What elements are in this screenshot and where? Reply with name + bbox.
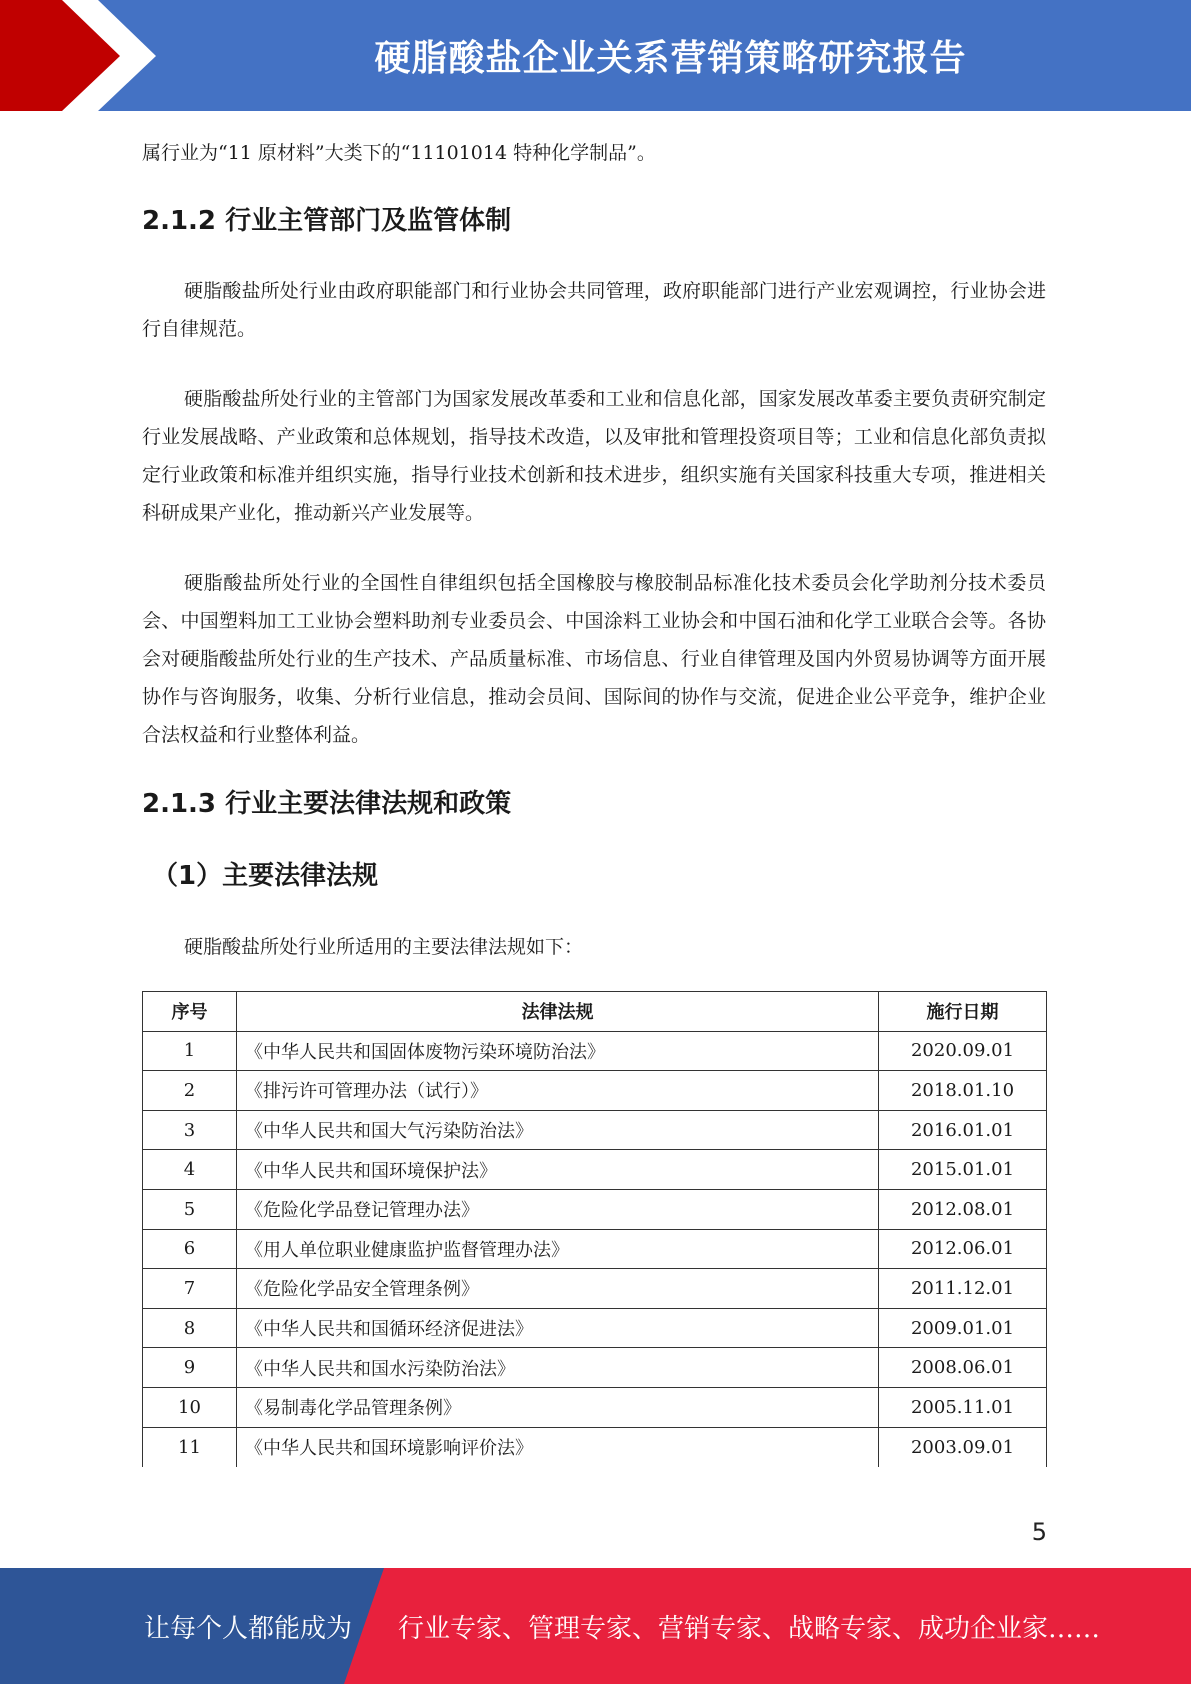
row-number: 4 [143, 1150, 237, 1190]
column-header-date: 施行日期 [879, 992, 1047, 1032]
row-law: 《中华人民共和国大气污染防治法》 [237, 1110, 879, 1150]
row-law: 《排污许可管理办法（试行）》 [237, 1071, 879, 1111]
row-law: 《危险化学品安全管理条例》 [237, 1269, 879, 1309]
table-row [143, 1308, 1047, 1348]
subsection-heading-laws: （1）主要法律法规 [152, 861, 379, 891]
row-date: 2009.01.01 [879, 1308, 1047, 1348]
row-law: 《用人单位职业健康监护监督管理办法》 [237, 1229, 879, 1269]
row-date: 2018.01.10 [879, 1071, 1047, 1111]
row-date: 2012.06.01 [879, 1229, 1047, 1269]
table-lead-text: 硬脂酸盐所处行业所适用的主要法律法规如下： [184, 936, 584, 958]
row-date: 2015.01.01 [879, 1150, 1047, 1190]
row-number: 6 [143, 1229, 237, 1269]
row-law: 《中华人民共和国固体废物污染环境防治法》 [237, 1031, 879, 1071]
row-law: 《中华人民共和国环境影响评价法》 [237, 1427, 879, 1467]
row-date: 2012.08.01 [879, 1189, 1047, 1229]
row-law: 《危险化学品登记管理办法》 [237, 1189, 879, 1229]
section-heading-2-1-2: 2.1.2 行业主管部门及监管体制 [142, 206, 512, 236]
row-law: 《中华人民共和国循环经济促进法》 [237, 1308, 879, 1348]
paragraph-authorities: 硬脂酸盐所处行业的主管部门为国家发展改革委和工业和信息化部，国家发展改革委主要负责研究制定行业发展战略、产业政策和总体规划，指导技术改造，以及审批和管理投资项目等；工业和信息化部负责拟定行业政策和标准并组织实施，指导行业技术创新和技术进步，组织实施有关国家科技重大专项，推进相关科研成果产业化，推动新兴产业发展等。 [142, 388, 1046, 524]
column-header-law: 法律法规 [237, 992, 879, 1032]
row-number: 10 [143, 1387, 237, 1427]
table-row [143, 1269, 1047, 1309]
row-number: 7 [143, 1269, 237, 1309]
section-heading-2-1-3: 2.1.3 行业主要法律法规和政策 [142, 789, 512, 819]
row-number: 11 [143, 1427, 237, 1467]
row-number: 3 [143, 1110, 237, 1150]
paragraph-management: 硬脂酸盐所处行业由政府职能部门和行业协会共同管理，政府职能部门进行产业宏观调控，行业协会进行自律规范。 [142, 280, 1046, 340]
row-date: 2016.01.01 [879, 1110, 1047, 1150]
page-footer [0, 1568, 1191, 1684]
table-row [143, 1071, 1047, 1111]
intro-line: 属行业为“11 原材料”大类下的“11101014 特种化学制品”。 [142, 142, 656, 164]
row-number: 5 [143, 1189, 237, 1229]
page-header [0, 0, 1191, 111]
table-row [143, 1427, 1047, 1467]
paragraph-associations: 硬脂酸盐所处行业的全国性自律组织包括全国橡胶与橡胶制品标准化技术委员会化学助剂分技术委员会、中国塑料加工工业协会塑料助剂专业委员会、中国涂料工业协会和中国石油和化学工业联合会等。各协会对硬脂酸盐所处行业的生产技术、产品质量标准、市场信息、行业自律管理及国内外贸易协调等方面开展协作与咨询服务，收集、分析行业信息，推动会员间、国际间的协作与交流，促进企业公平竞争，维护企业合法权益和行业整体利益。 [142, 572, 1046, 746]
table-row [143, 1031, 1047, 1071]
row-law: 《中华人民共和国环境保护法》 [237, 1150, 879, 1190]
row-law: 《易制毒化学品管理条例》 [237, 1387, 879, 1427]
table-row [143, 1387, 1047, 1427]
table-header-row [143, 992, 1047, 1032]
row-date: 2008.06.01 [879, 1348, 1047, 1388]
row-date: 2003.09.01 [879, 1427, 1047, 1467]
table-row [143, 1150, 1047, 1190]
footer-slogan-right: 行业专家、管理专家、营销专家、战略专家、成功企业家…… [398, 1613, 1101, 1644]
table-row [143, 1229, 1047, 1269]
row-date: 2011.12.01 [879, 1269, 1047, 1309]
row-law: 《中华人民共和国水污染防治法》 [237, 1348, 879, 1388]
row-number: 2 [143, 1071, 237, 1111]
row-number: 8 [143, 1308, 237, 1348]
report-title: 硬脂酸盐企业关系营销策略研究报告 [374, 38, 967, 79]
footer-slogan-left: 让每个人都能成为 [144, 1613, 353, 1644]
row-number: 1 [143, 1031, 237, 1071]
table-row [143, 1348, 1047, 1388]
laws-table [142, 991, 1047, 1467]
column-header-number: 序号 [143, 992, 237, 1032]
row-date: 2005.11.01 [879, 1387, 1047, 1427]
row-date: 2020.09.01 [879, 1031, 1047, 1071]
row-number: 9 [143, 1348, 237, 1388]
page-number: 5 [1031, 1518, 1047, 1546]
table-row [143, 1110, 1047, 1150]
table-row [143, 1189, 1047, 1229]
